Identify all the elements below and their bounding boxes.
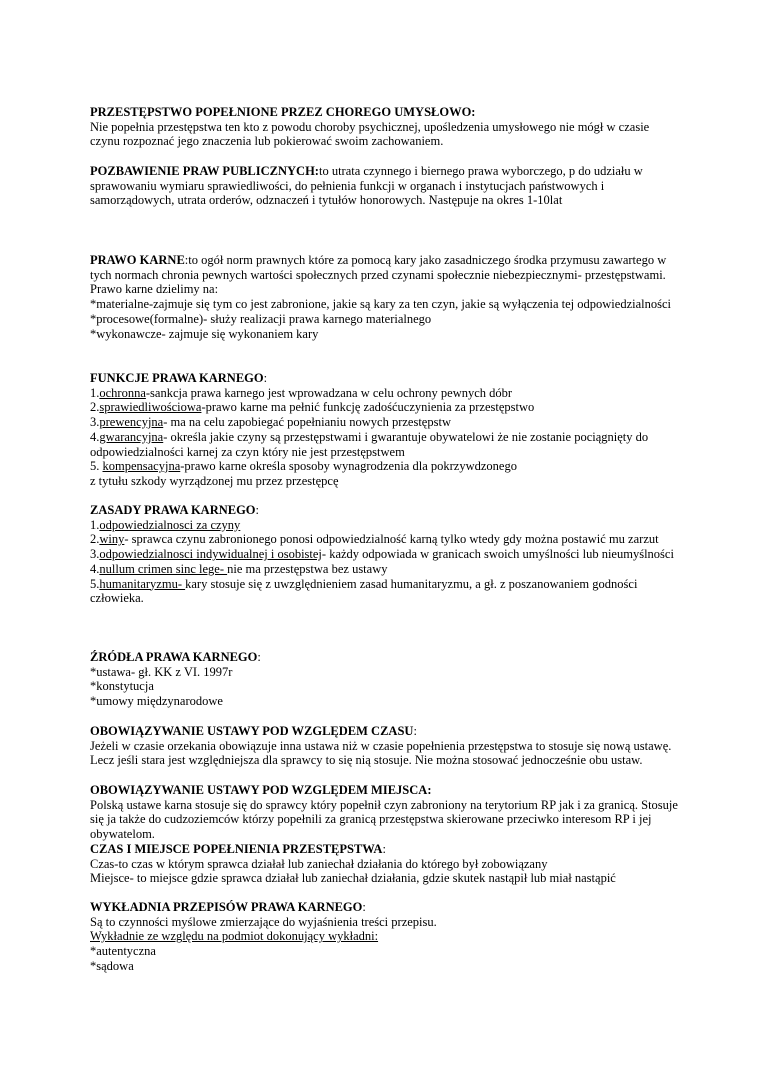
- list-item: [90, 532, 680, 547]
- section-heading: OBOWIĄZYWANIE USTAWY POD WZGLĘDEM CZASU: [90, 724, 414, 738]
- item-term: nullum crimen sinc lege-: [99, 561, 228, 576]
- item-text: nie ma przestępstwa bez ustawy: [227, 561, 388, 576]
- paragraph: [90, 253, 680, 297]
- section-sources: [90, 650, 680, 709]
- section-functions: [90, 371, 680, 489]
- item-number: 4.: [90, 429, 100, 444]
- section-heading: PRZESTĘPSTWO POPEŁNIONE PRZEZ CHOREGO UMYSŁOWO:: [90, 105, 476, 119]
- paragraph: Polską ustawe karna stosuje się do sprawcy który popełnił czyn zabroniony na terytorium RP jak i za granicą. Stosuje się ja także do cudzoziemców którzy popełnili za granicą przestępstwa skierowane przeciwko interesom RP i jej obywatelom.: [90, 797, 678, 842]
- list-item: *materialne-zajmuje się tym co jest zabronione, jakie są kary za ten czyn, jakie są wyłączenia tej odpowiedzialności: [90, 297, 672, 312]
- section-heading: PRAWO KARNE: [90, 253, 185, 267]
- heading-colon: :: [382, 842, 386, 856]
- paragraph: Miejsce- to miejsce gdzie sprawca działał lub zaniechał działania, gdzie skutek nastąpił lub miał nastąpić: [90, 871, 616, 886]
- list-item: *procesowe(formalne)- służy realizacji prawa karnego materialnego: [90, 311, 432, 326]
- list-item: [90, 400, 680, 415]
- list-item: [90, 577, 680, 606]
- item-text: - określa jakie czyny są przestępstwami i gwarantuje obywatelowi że nie zostanie pociągnięty do odpowiedzialności karnej za czyn który nie jest przestępstwem: [90, 429, 649, 459]
- item-text: kary stosuje się z uwzględnieniem zasad humanitaryzmu, a gł. z poszanowaniem godności człowieka.: [90, 576, 638, 606]
- list-item: *konstytucja: [90, 679, 154, 694]
- item-number: 2.: [90, 532, 100, 547]
- item-number: 2.: [90, 400, 100, 415]
- section-heading: ZASADY PRAWA KARNEGO: [90, 503, 256, 517]
- section-deprivation-public-rights: [90, 164, 680, 208]
- section-validity-place: [90, 783, 680, 842]
- item-number: 5.: [90, 459, 103, 474]
- item-text: - każdy odpowiada w granicach swoich umyślności lub nieumyślności: [321, 547, 674, 562]
- paragraph: Czas-to czas w którym sprawca działał lub zaniechał działania do którego był zobowiązany: [90, 856, 548, 871]
- item-term: odpowiedzialnosci indywidualnej i osobistej: [99, 547, 322, 562]
- section-principles: [90, 503, 680, 606]
- heading-colon: :: [362, 900, 366, 914]
- list-item: *ustawa- gł. KK z VI. 1997r: [90, 664, 233, 679]
- subheading: Wykładnie ze względu na podmiot dokonujący wykładni:: [90, 929, 379, 944]
- paragraph-text: to utrata czynnego i biernego prawa wyborczego, p do udziału w sprawowaniu wymiaru sprawiedliwości, do pełnienia funkcji w organach i instytucjach państwowych i samorządowych, utrata orderów, odznaczeń i tytułów honorowych. Następuje na okres 1-10lat: [90, 164, 643, 208]
- item-text: -sankcja prawa karnego jest wprowadzana w celu ochrony pewnych dóbr: [145, 385, 513, 400]
- heading-colon: :: [263, 371, 268, 385]
- list-item: [90, 518, 680, 533]
- item-number: 1.: [90, 385, 100, 400]
- paragraph: [90, 164, 680, 208]
- list-item-continuation: z tytułu szkody wyrządzonej mu przez przestępcę: [90, 473, 339, 488]
- item-term: winy: [99, 532, 125, 547]
- list-item: [90, 547, 680, 562]
- item-text: - ma na celu zapobiegać popełnianiu nowych przestępstw: [163, 415, 451, 430]
- section-interpretation: [90, 900, 680, 974]
- section-insane-offender: [90, 105, 680, 149]
- section-heading: ŹRÓDŁA PRAWA KARNEGO: [90, 650, 258, 664]
- heading-colon: :: [413, 724, 417, 738]
- item-text: -prawo karne ma pełnić funkcję zadośćuczynienia za przestępstwo: [201, 400, 535, 415]
- section-heading: POZBAWIENIE PRAW PUBLICZNYCH:: [90, 164, 319, 178]
- section-heading: OBOWIĄZYWANIE USTAWY POD WZGLĘDEM MIEJSCA:: [90, 783, 432, 797]
- item-number: 3.: [90, 415, 100, 430]
- item-term: humanitaryzmu-: [99, 576, 186, 591]
- heading-colon: :: [255, 503, 260, 517]
- item-number: 3.: [90, 547, 100, 562]
- list-item: *autentyczna: [90, 944, 156, 959]
- list-item: *sądowa: [90, 958, 134, 973]
- section-heading: FUNKCJE PRAWA KARNEGO: [90, 371, 264, 385]
- list-item: [90, 459, 680, 474]
- list-item: [90, 415, 680, 430]
- heading-colon: :: [257, 650, 261, 664]
- list-item: [90, 430, 680, 459]
- paragraph: Nie popełnia przestępstwa ten kto z powodu choroby psychicznej, upośledzenia umysłowego nie mógł w czasie czynu rozpoznać jego znaczenia lub pokierować swoim zachowaniem.: [90, 119, 650, 149]
- item-term: odpowiedzialnosci za czyny: [99, 517, 241, 532]
- paragraph: Jeżeli w czasie orzekania obowiązuje inna ustawa niż w czasie popełnienia przestępstwa to stosuje się nową ustawę. Lecz jeśli stara jest względniejsza dla sprawcy to się nią stosuje. Nie można stosować jednocześnie obu ustaw.: [90, 738, 672, 768]
- item-text: - sprawca czynu zabronionego ponosi odpowiedzialność karną tylko wtedy gdy można postawić mu zarzut: [124, 532, 659, 547]
- section-heading: CZAS I MIEJSCE POPEŁNIENIA PRZESTĘPSTWA: [90, 842, 383, 856]
- item-number: 1.: [90, 517, 100, 532]
- section-criminal-law: [90, 253, 680, 341]
- item-term: ochronna: [99, 385, 146, 400]
- paragraph-text: :to ogół norm prawnych które za pomocą kary jako zasadniczego środka przymusu zawartego w tych normach chronia pewnych wartości społecznych przed czynami społecznie niebezpiecznymi- przestępstwami. Prawo karne dzielimy na:: [90, 253, 667, 297]
- list-item: *umowy międzynarodowe: [90, 694, 223, 709]
- item-term: kompensacyjna: [102, 459, 181, 474]
- item-term: prewencyjna: [99, 415, 164, 430]
- item-number: 5.: [90, 576, 100, 591]
- list-item: [90, 562, 680, 577]
- list-item: *wykonawcze- zajmuje się wykonaniem kary: [90, 326, 319, 341]
- paragraph: Są to czynności myślowe zmierzające do wyjaśnienia treści przepisu.: [90, 914, 437, 929]
- item-text: -prawo karne określa sposoby wynagrodzenia dla pokrzywdzonego: [180, 459, 517, 474]
- item-number: 4.: [90, 561, 100, 576]
- section-validity-time: [90, 724, 680, 768]
- item-term: sprawiedliwościowa: [99, 400, 202, 415]
- section-time-place-offense: [90, 842, 680, 886]
- item-term: gwarancyjna: [99, 429, 164, 444]
- section-heading: WYKŁADNIA PRZEPISÓW PRAWA KARNEGO: [90, 900, 363, 914]
- list-item: [90, 386, 680, 401]
